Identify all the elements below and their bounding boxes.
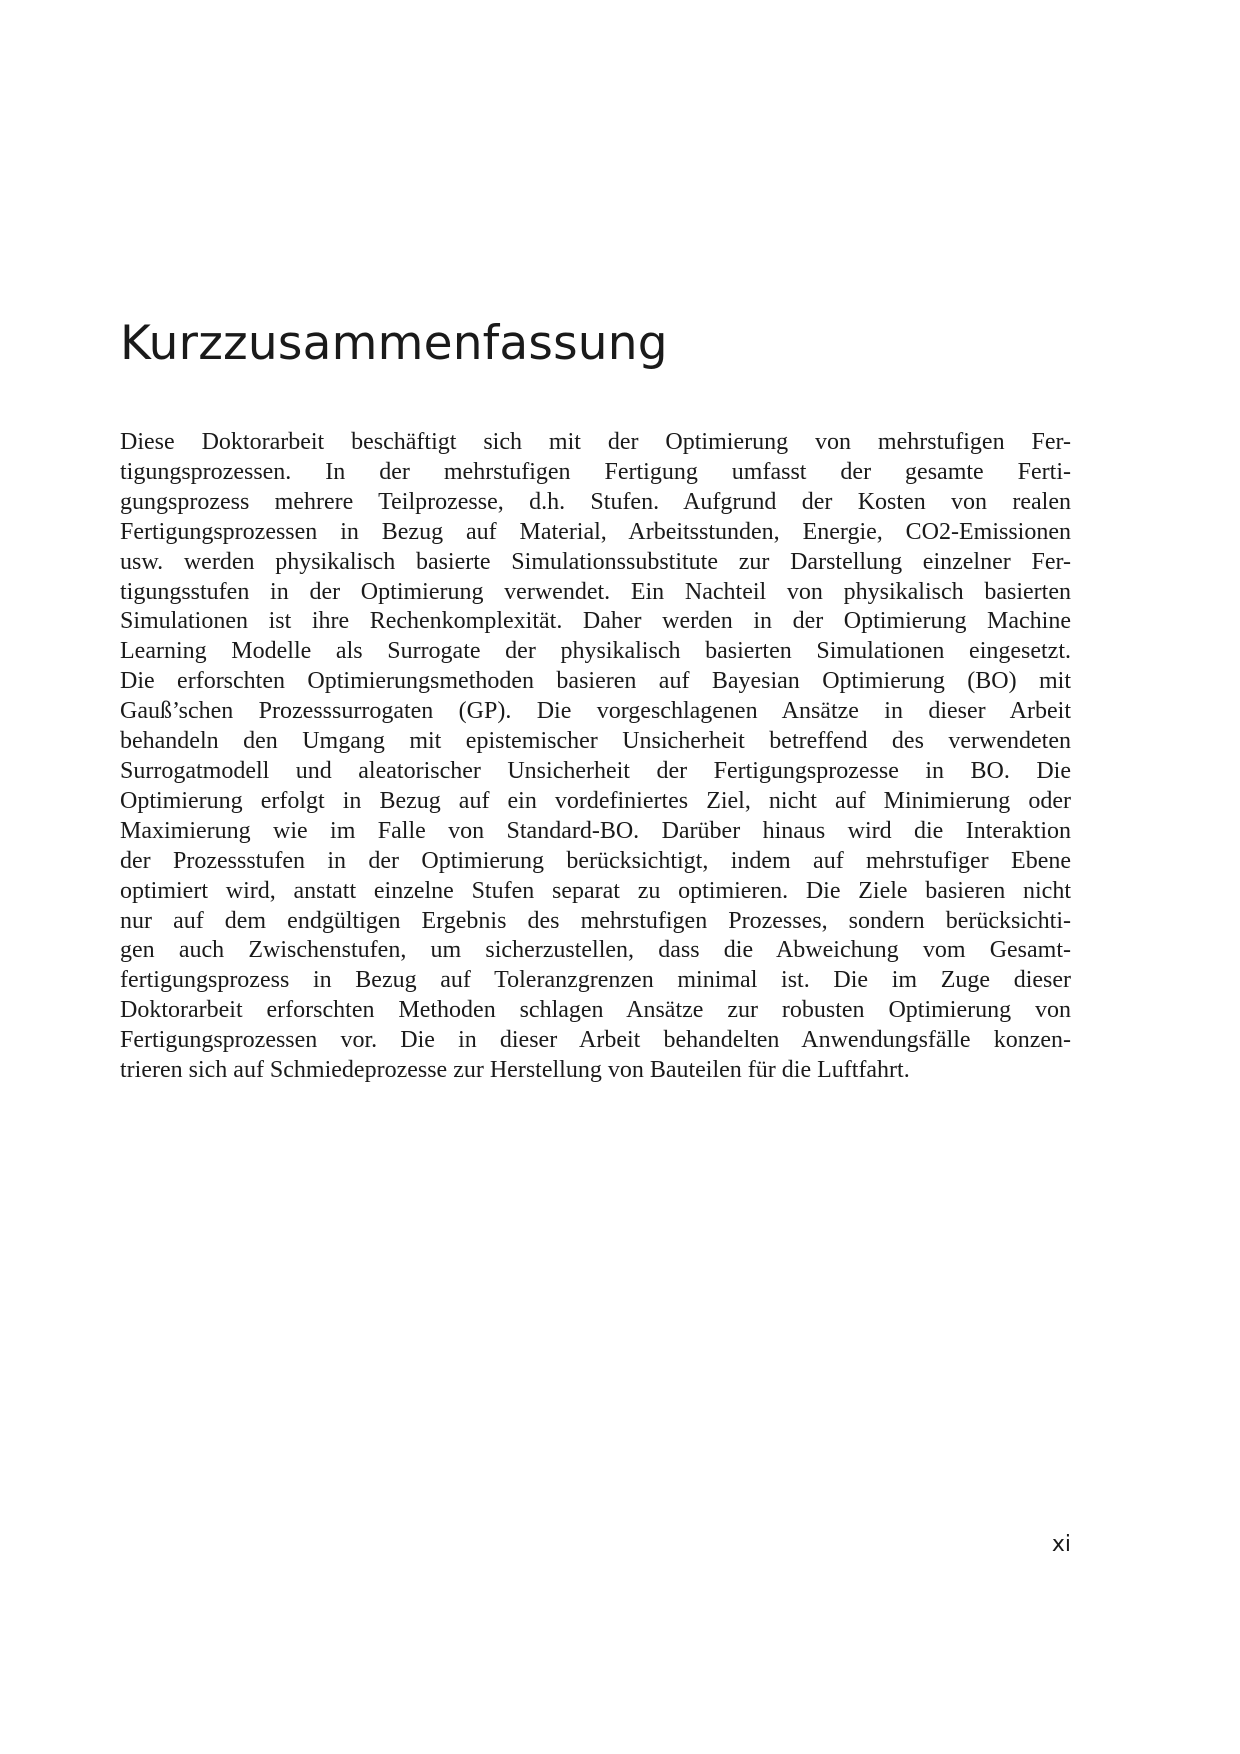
abstract-line: Fertigungsprozessen vor. Die in dieser Arbeit behandelten Anwendungsfälle konzen- [120,1027,1071,1054]
abstract-line: Learning Modelle als Surrogate der physikalisch basierten Simulationen eingesetzt. [120,638,1071,665]
abstract-line: nur auf dem endgültigen Ergebnis des mehrstufigen Prozesses, sondern berücksichti- [120,907,1071,934]
abstract-line: fertigungsprozess in Bezug auf Toleranzgrenzen minimal ist. Die im Zuge dieser [120,967,1071,994]
abstract-line: tigungsstufen in der Optimierung verwendet. Ein Nachteil von physikalisch basierten [120,578,1071,605]
abstract-line: usw. werden physikalisch basierte Simulationssubstitute zur Darstellung einzelner Fer- [120,548,1071,575]
chapter-title: Kurzzusammenfassung [120,316,668,371]
abstract-line: tigungsprozessen. In der mehrstufigen Fertigung umfasst der gesamte Ferti- [120,458,1071,485]
abstract-line: Fertigungsprozessen in Bezug auf Material, Arbeitsstunden, Energie, CO2-Emissionen [120,518,1071,545]
abstract-line: gen auch Zwischenstufen, um sicherzustellen, dass die Abweichung vom Gesamt- [120,937,1071,964]
abstract-line: optimiert wird, anstatt einzelne Stufen separat zu optimieren. Die Ziele basieren nicht [120,877,1071,904]
page-number: xi [1051,1532,1071,1557]
abstract-line: der Prozessstufen in der Optimierung berücksichtigt, indem auf mehrstufiger Ebene [120,847,1071,874]
abstract-line: Diese Doktorarbeit beschäftigt sich mit der Optimierung von mehrstufigen Fer- [120,429,1071,455]
abstract-line: gungsprozess mehrere Teilprozesse, d.h. Stufen. Aufgrund der Kosten von realen [120,488,1071,515]
abstract-line: Maximierung wie im Falle von Standard-BO. Darüber hinaus wird die Interaktion [120,817,1071,844]
abstract-paragraph [120,428,1071,1086]
abstract-line: behandeln den Umgang mit epistemischer Unsicherheit betreffend des verwendeten [120,728,1071,755]
abstract-line: Surrogatmodell und aleatorischer Unsicherheit der Fertigungsprozesse in BO. Die [120,757,1071,784]
abstract-line: Simulationen ist ihre Rechenkomplexität. Daher werden in der Optimierung Machine [120,608,1071,635]
abstract-line: trieren sich auf Schmiedeprozesse zur Herstellung von Bauteilen für die Luftfahrt. [120,1057,910,1084]
abstract-line: Gauß’schen Prozesssurrogaten (GP). Die vorgeschlagenen Ansätze in dieser Arbeit [120,698,1071,725]
abstract-line: Optimierung erfolgt in Bezug auf ein vordefiniertes Ziel, nicht auf Minimierung oder [120,787,1071,814]
abstract-line: Die erforschten Optimierungsmethoden basieren auf Bayesian Optimierung (BO) mit [120,668,1071,695]
abstract-line: Doktorarbeit erforschten Methoden schlagen Ansätze zur robusten Optimierung von [120,997,1071,1024]
